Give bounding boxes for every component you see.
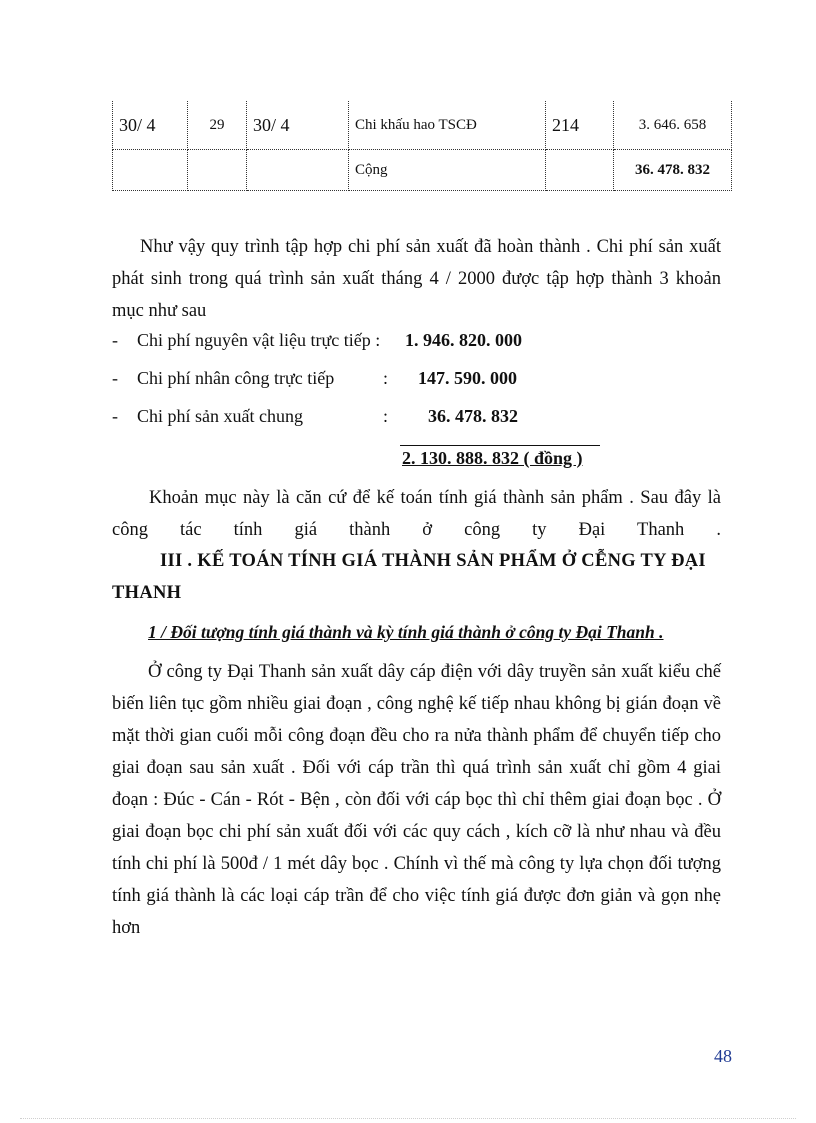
bullet: - xyxy=(112,330,118,350)
date-cell: 30/ 4 xyxy=(113,101,188,150)
total-amount-cell: 36. 478. 832 xyxy=(614,150,732,191)
intro-line-1: Như vậy quy trình tập hợp chi phí sản xuất đã hoàn thành . Chi phí sản xuất xyxy=(140,237,721,257)
cost-item xyxy=(0,330,816,362)
intro-line-2: phát sinh trong quá trình sản xuất tháng 4 / 2000 được tập hợp thành 3 khoản xyxy=(112,269,721,289)
cost-label: Chi phí nhân công trực tiếp xyxy=(137,368,335,388)
ledger-table xyxy=(112,101,732,191)
cost-item xyxy=(0,406,816,438)
footer-divider xyxy=(20,1118,796,1119)
empty-cell xyxy=(546,150,614,191)
body-line: tính giá thành là các loại cáp trần để cho việc tính giá được đơn giản và gọn nhẹ xyxy=(112,886,721,906)
section-heading: III . KẾ TOÁN TÍNH GIÁ THÀNH SẢN PHẨM Ở CỄNG TY ĐẠI xyxy=(160,551,706,571)
cost-value: 147. 590. 000 xyxy=(418,368,517,388)
cost-label: Chi phí sản xuất chung xyxy=(137,406,303,426)
bullet: - xyxy=(112,406,118,426)
total-label-cell: Cộng xyxy=(349,150,546,191)
grand-total: 2. 130. 888. 832 ( đồng ) xyxy=(402,448,583,468)
subsection-heading: 1 / Đối tượng tính giá thành và kỳ tính giá thành ở công ty Đại Thanh . xyxy=(148,622,664,642)
account-cell: 214 xyxy=(546,101,614,150)
basis-line-2: công tác tính giá thành ở công ty Đại Thanh . xyxy=(112,520,721,540)
body-line: tính chi phí là 500đ / 1 mét dây bọc . Chính vì thế mà công ty lựa chọn đối tượng xyxy=(112,854,721,874)
body-line: mặt thời gian cuối mỗi công đoạn đều cho ra nửa thành phẩm để chuyển tiếp cho xyxy=(112,726,721,746)
empty-cell xyxy=(247,150,349,191)
total-rule xyxy=(400,445,600,446)
voucher-number-cell: 29 xyxy=(188,101,247,150)
cost-colon: : xyxy=(383,368,389,388)
cost-value: 36. 478. 832 xyxy=(428,406,518,426)
date-cell: 30/ 4 xyxy=(247,101,349,150)
body-line: giai đoạn bọc chi phí sản xuất đối với các quy cách , kích cỡ là như nhau và đều xyxy=(112,822,721,842)
body-line-last: hơn xyxy=(112,918,141,938)
body-line: giai đoạn sau sản xuất . Đối với cáp trần thì quá trình sản xuất chỉ gồm 4 giai xyxy=(112,758,721,778)
cost-label: Chi phí nguyên vật liệu trực tiếp : xyxy=(137,330,381,350)
table-row-total xyxy=(113,150,732,191)
page-number: 48 xyxy=(714,1046,732,1066)
bullet: - xyxy=(112,368,118,388)
body-line: đoạn : Đúc - Cán - Rót - Bện , còn đối với cáp bọc thì chỉ thêm giai đoạn bọc . Ở xyxy=(112,790,721,810)
empty-cell xyxy=(188,150,247,191)
basis-line-1: Khoản mục này là căn cứ để kế toán tính giá thành sản phẩm . Sau đây là xyxy=(149,488,721,508)
body-line: biến liên tục gồm nhiều giai đoạn , công nghệ kế tiếp nhau không bị gián đoạn về xyxy=(112,694,721,714)
amount-cell: 3. 646. 658 xyxy=(614,101,732,150)
body-line: Ở công ty Đại Thanh sản xuất dây cáp điện với dây truyền sản xuất kiểu chế xyxy=(148,662,721,682)
intro-line-3: mục như sau xyxy=(112,301,207,321)
description-cell: Chi khấu hao TSCĐ xyxy=(349,101,546,150)
empty-cell xyxy=(113,150,188,191)
table-row xyxy=(113,101,732,150)
section-heading-continued: THANH xyxy=(112,583,182,603)
cost-colon: : xyxy=(383,406,389,426)
cost-item xyxy=(0,368,816,400)
cost-value: 1. 946. 820. 000 xyxy=(405,330,522,350)
